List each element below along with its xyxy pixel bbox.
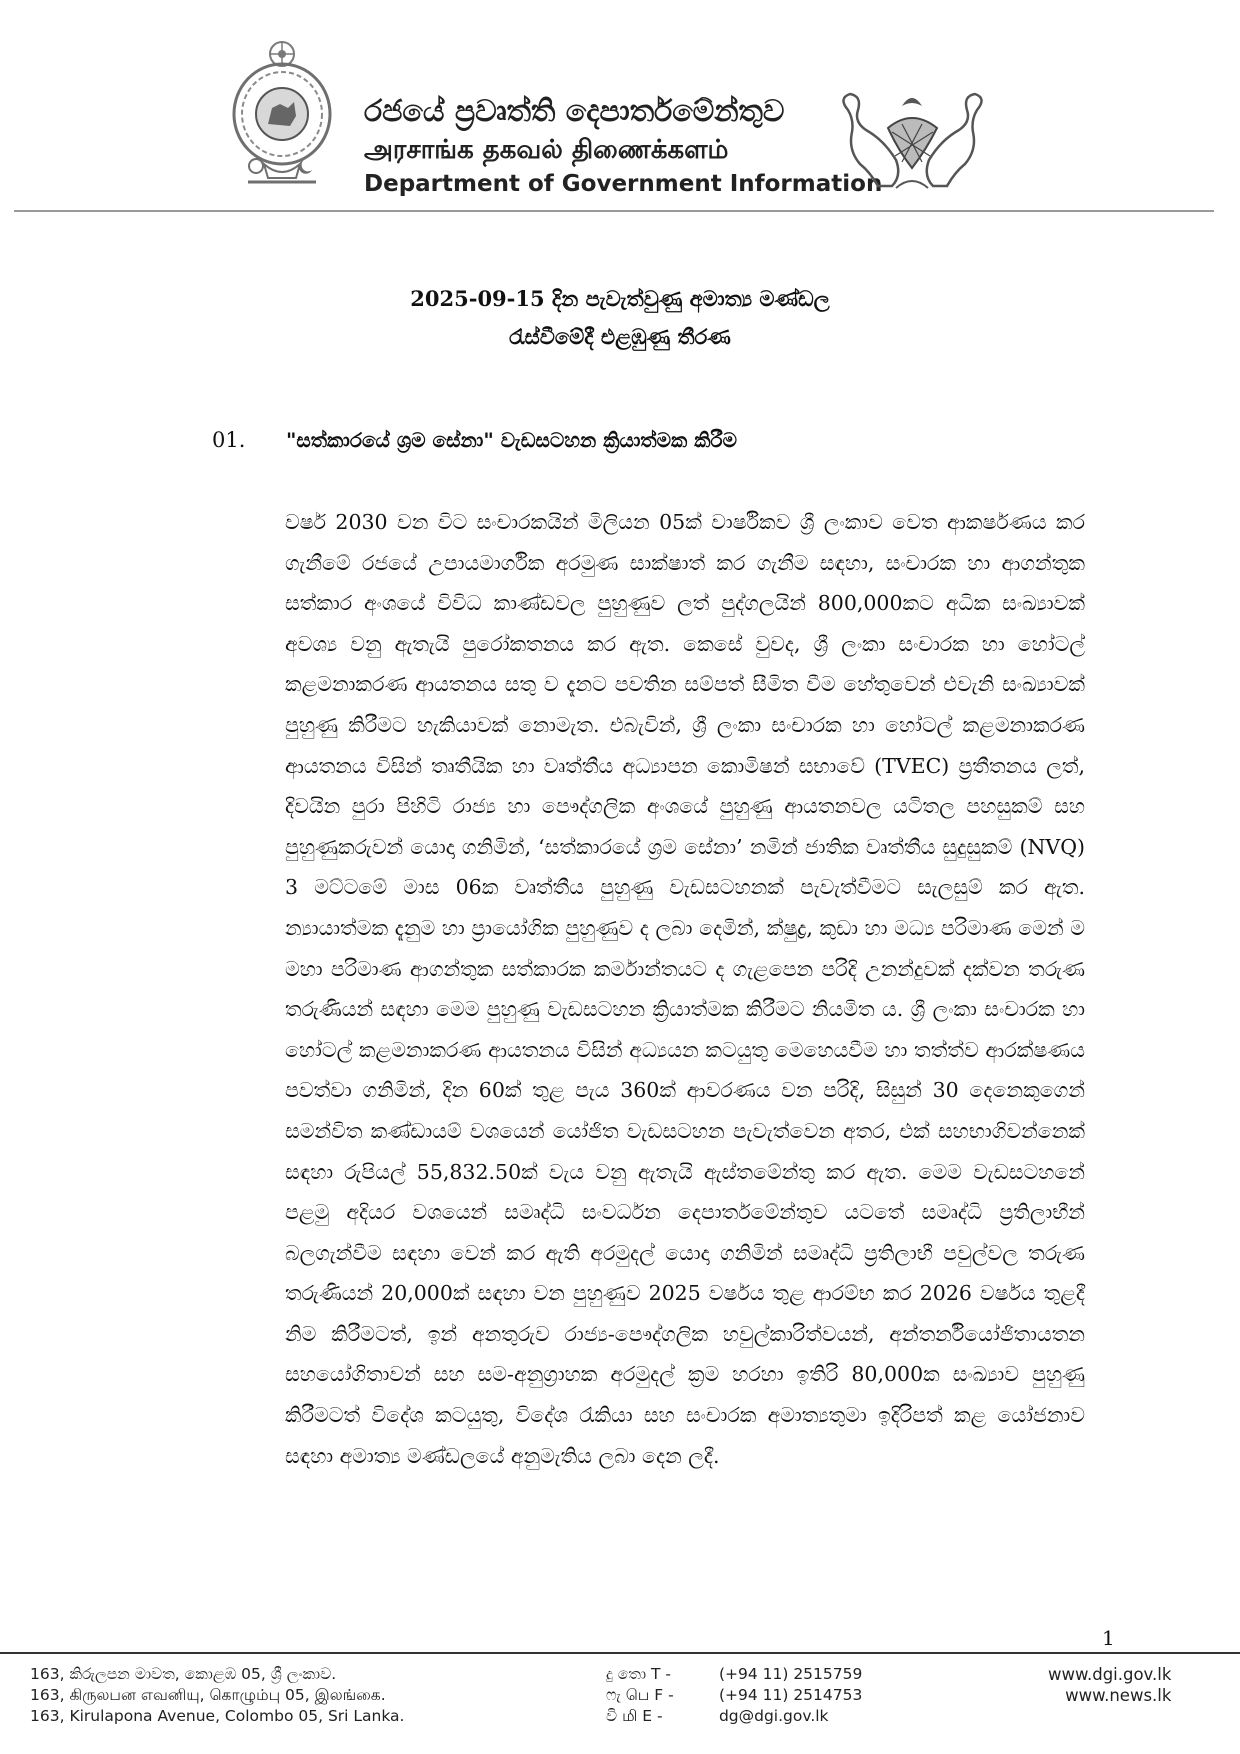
address-english: 163, Kirulapona Avenue, Colombo 05, Sri Lanka. (30, 1707, 405, 1725)
footer-contact (606, 1664, 862, 1727)
state-emblem-icon (228, 38, 336, 188)
fax-label: ෆැ பெ F - (606, 1686, 674, 1704)
swan-ornament-icon (830, 88, 995, 192)
address-sinhala: 163, කිරුලපන මාවත, කොළඹ 05, ශ්‍රී ලංකාව. (30, 1665, 337, 1683)
email-address: dg@dgi.gov.lk (718, 1707, 829, 1725)
phone-label: දු තො T - (606, 1665, 671, 1683)
document-title-line-1: 2025-09-15 දින පැවැත්වුණු අමාත්‍ය මණ්ඩල (410, 286, 830, 311)
footer-websites (1048, 1664, 1171, 1706)
department-header (364, 92, 883, 200)
document-title (340, 280, 900, 356)
item-heading: "සත්කාරයේ ශ්‍රම සේනා" වැඩසටහන ක්‍රියාත්මක කිරීම (286, 428, 737, 452)
footer-address (30, 1664, 404, 1727)
department-name-tamil: அரசாங்க தகவல் திணைக்களம் (364, 135, 729, 165)
document-title-line-2: රැස්වීමේදී එළඹුණු තීරණ (509, 324, 731, 349)
website-news-link[interactable]: www.news.lk (1065, 1686, 1172, 1705)
email-label: වි மி E - (606, 1707, 663, 1725)
phone-row (606, 1664, 862, 1685)
email-row (606, 1706, 862, 1727)
address-tamil: 163, கிருலபன எவனியு, கொழும்பு 05, இலங்கை. (30, 1686, 386, 1704)
fax-row (606, 1685, 862, 1706)
page-number: 1 (1102, 1626, 1115, 1650)
website-dgi-link[interactable]: www.dgi.gov.lk (1048, 1665, 1172, 1684)
phone-number: (+94 11) 2515759 (718, 1665, 863, 1683)
fax-number: (+94 11) 2514753 (718, 1686, 863, 1704)
footer-divider (0, 1652, 1240, 1654)
header-divider (14, 210, 1214, 212)
item-number: 01. (212, 428, 246, 452)
department-name-english: Department of Government Information (364, 171, 883, 197)
department-name-sinhala: රජයේ ප්‍රවෘත්ති දෙපාර්තමේන්තුව (364, 94, 785, 129)
item-body-paragraph: වර්ෂ 2030 වන විට සංචාරකයින් මිලියන 05ක් වාර්ෂිකව ශ්‍රී ලංකාව වෙත ආකර්ෂණය කර ගැනීමේ රජයේ උපායමාර්ගික අරමුණ සාක්ෂාත් කර ගැනීම සඳහා, සංචාරක හා ආගන්තුක සත්කාර අංශයේ විවිධ කාණ්ඩවල පුහුණුව ලත් පුද්ගලයින් 800,000කට අධික සංඛ්‍යාවක් අවශ්‍ය වනු ඇතැයි පුරෝකතනය කර ඇත. කෙසේ වුවද, ශ්‍රී ලංකා සංචාරක හා හෝටල් කළමනාකරණ ආයතනය සතු ව දැනට පවතින සම්පත් සීමිත වීම හේතුවෙන් එවැනි සංඛ්‍යාවක් පුහුණු කිරීමට හැකියාවක් නොමැත. එබැවින්, ශ්‍රී ලංකා සංචාරක හා හෝටල් කළමනාකරණ ආයතනය විසින් තෘතීයික හා වෘත්තීය අධ්‍යාපන කොමිෂන් සභාවේ (TVEC) ප්‍රතීතනය ලත්, දිවයින පුරා පිහිටි රාජ්‍ය හා පෞද්ගලික අංශයේ පුහුණු ආයතනවල යටිතල පහසුකම් සහ පුහුණුකරුවන් යොදා ගනිමින්, ‘සත්කාරයේ ශ්‍රම සේනා’ නමින් ජාතික වෘත්තීය සුදුසුකම් (NVQ) 3 මට්ටමේ මාස 06ක වෘත්තීය පුහුණු වැඩසටහනක් පැවැත්වීමට සැලසුම් කර ඇත. න්‍යායාත්මක දැනුම හා ප්‍රායෝගික පුහුණුව ද ලබා දෙමින්, ක්ෂුද්‍ර, කුඩා හා මධ්‍ය පරිමාණ මෙන් ම මහා පරිමාණ ආගන්තුක සත්කාරක කර්මාන්තයට ද ගැළපෙන පරිදි උනන්දුවක් දක්වන තරුණ තරුණියන් සඳහා මෙම පුහුණු වැඩසටහන ක්‍රියාත්මක කිරීමට නියමිත ය. ශ්‍රී ලංකා සංචාරක හා හෝටල් කළමනාකරණ ආයතනය විසින් අධ්‍යයන කටයුතු මෙහෙයවීම හා තත්ත්ව ආරක්ෂණය පවත්වා ගනිමින්, දින 60ක් තුළ පැය 360ක් ආවරණය වන පරිදි, සිසුන් 30 දෙනෙකුගෙන් සමන්විත කණ්ඩායම් වශයෙන් යෝජිත වැඩසටහන පැවැත්වෙන අතර, එක් සහභාගිවන්නෙක් සඳහා රුපියල් 55,832.50ක් වැය වනු ඇතැයි ඇස්තමේන්තු කර ඇත. මෙම වැඩසටහනේ පළමු අදියර වශයෙන් සමෘද්ධි සංවර්ධන දෙපාර්තමේන්තුව යටතේ සමෘද්ධි ප්‍රතිලාභීන් බලගැන්වීම සඳහා වෙන් කර ඇති අරමුදල් යොදා ගනිමින් සමෘද්ධි ප්‍රතිලාභී පවුල්වල තරුණ තරුණියන් 20,000ක් සඳහා වන පුහුණුව 2025 වර්ෂය තුළ ආරම්භ කර 2026 වර්ෂය තුළදී නිම කිරීමටත්, ඉන් අනතුරුව රාජ්‍ය-පෞද්ගලික හවුල්කාරිත්වයන්, අන්තර්නියෝජිතායතන සහයෝගිතාවන් සහ සම-අනුග්‍රාහක අරමුදල් ක්‍රම හරහා ඉතිරි 80,000ක සංඛ්‍යාව පුහුණු කිරීමටත් විදේශ කටයුතු, විදේශ රැකියා සහ සංචාරක අමාත්‍යතුමා ඉදිරිපත් කළ යෝජනාව සඳහා අමාත්‍ය මණ්ඩලයේ අනුමැතිය ලබා දෙන ලදී. (285, 510, 1085, 1468)
